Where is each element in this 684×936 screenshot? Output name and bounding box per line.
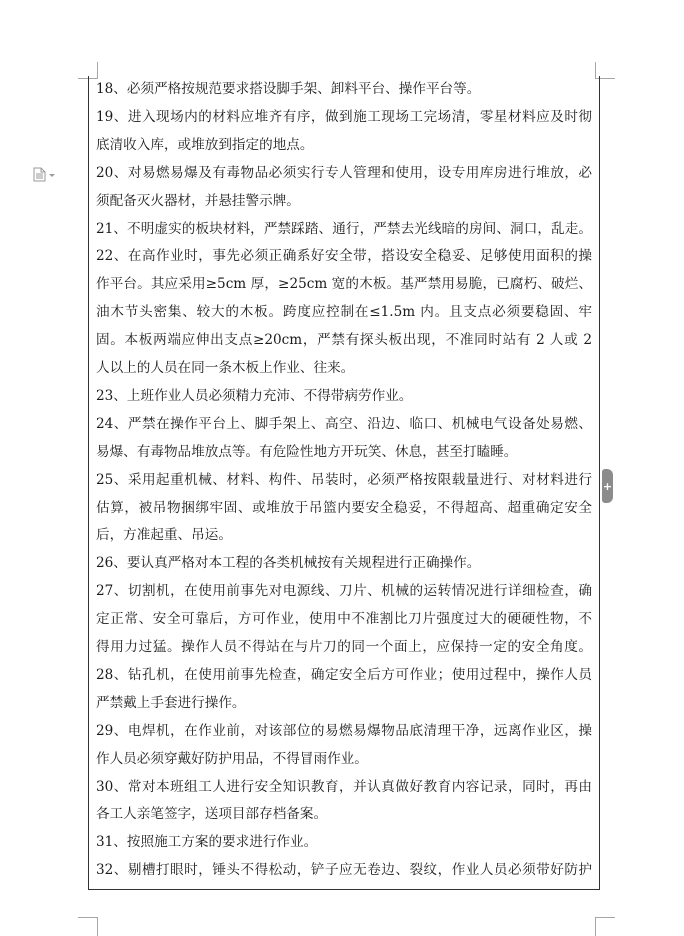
text-line: 定正常、安全可靠后，方可作业，使用中不准割比刀片强度过大的硬硬性物，不 — [96, 611, 592, 628]
text-line: 易爆、有毒物品堆放点等。有危险性地方开玩笑、休息，甚至打瞌睡。 — [96, 443, 518, 460]
text-line: 21、不明虚实的板块材料，严禁踩踏、通行，严禁去光线暗的房间、洞口，乱走。 — [96, 220, 592, 237]
document-table-cell[interactable] — [88, 76, 600, 890]
crop-mark-bottom-left — [97, 917, 98, 936]
text-line: 28、钻孔机，在使用前事先检查，确定安全后方可作业；使用过程中，操作人员 — [96, 666, 592, 683]
document-paste-options-button[interactable] — [33, 167, 55, 182]
text-line: 31、按照施工方案的要求进行作业。 — [96, 834, 318, 851]
chevron-down-icon — [49, 174, 55, 177]
text-line: 严禁戴上手套进行操作。 — [96, 694, 246, 711]
expand-plus-icon[interactable] — [602, 469, 613, 503]
text-line: 18、必须严格按规范要求搭设脚手架、卸料平台、操作平台等。 — [96, 81, 481, 97]
text-line: 底清收入库，或堆放到指定的地点。 — [96, 136, 314, 153]
text-line: 24、严禁在操作平台上、脚手架上、高空、沿边、临口、机械电气设备处易燃、 — [96, 415, 592, 432]
document-paste-icon — [33, 167, 46, 182]
text-line: 油木节头密集、较大的木板。跨度应控制在≤1.5m 内。且支点必须要稳固、牢 — [96, 304, 592, 321]
text-line: 27、切割机，在使用前事先对电源线、刀片、机械的运转情况进行详细检查，确 — [96, 583, 592, 600]
text-line: 后，方准起重、吊运。 — [96, 527, 232, 544]
text-line: 30、常对本班组工人进行安全知识教育，并认真做好教育内容记录，同时，再由 — [96, 778, 592, 795]
crop-mark-bottom-right-h — [596, 917, 615, 918]
text-line: 各工人亲笔签字，送项目部存档备案。 — [96, 806, 328, 823]
text-line: 32、剔槽打眼时，锤头不得松动，铲子应无卷边、裂纹，作业人员必须带好防护 — [96, 862, 592, 879]
text-line: 得用力过猛。操作人员不得站在与片刀的同一个面上，应保持一定的安全角度。 — [96, 639, 592, 655]
text-line: 29、电焊机，在作业前，对该部位的易燃易爆物品底清理干净，远离作业区，操 — [96, 722, 592, 739]
expand-tab-symbol: + — [602, 479, 613, 493]
text-line: 作人员必须穿戴好防护用品，不得冒雨作业。 — [96, 750, 368, 767]
text-line: 须配备灭火器材，并悬挂警示牌。 — [96, 192, 300, 209]
crop-mark-bottom-left-h — [78, 917, 97, 918]
text-line: 估算，被吊物捆绑牢固、或堆放于吊篮内要安全稳妥，不得超高、超重确定安全 — [96, 499, 592, 516]
text-line: 23、上班作业人员必须精力充沛、不得带病劳作业。 — [96, 387, 413, 404]
text-line: 作平台。其应采用≥5cm 厚，≥25cm 宽的木板。基严禁用易脆，已腐朽、破烂、 — [96, 276, 592, 293]
text-line: 26、要认真严格对本工程的各类机械按有关规程进行正确操作。 — [96, 555, 481, 572]
text-line: 19、进入现场内的材料应堆齐有序，做到施工现场工完场清，零星材料应及时彻 — [96, 108, 592, 125]
crop-mark-bottom-right — [595, 917, 596, 936]
text-line: 固。本板两端应伸出支点≥20cm，严禁有探头板出现，不准同时站有 2 人或 2 — [96, 332, 592, 349]
text-line: 25、采用起重机械、材料、构件、吊装时，必须严格按限载量进行、对材料进行 — [96, 471, 592, 488]
text-line: 22、在高作业时，事先必须正确系好安全带，搭设安全稳妥、足够使用面积的操 — [96, 248, 592, 265]
text-line: 20、对易燃易爆及有毒物品必须实行专人管理和使用，设专用库房进行堆放，必 — [96, 164, 592, 181]
text-line: 人以上的人员在同一条木板上作业、往来。 — [96, 360, 355, 376]
